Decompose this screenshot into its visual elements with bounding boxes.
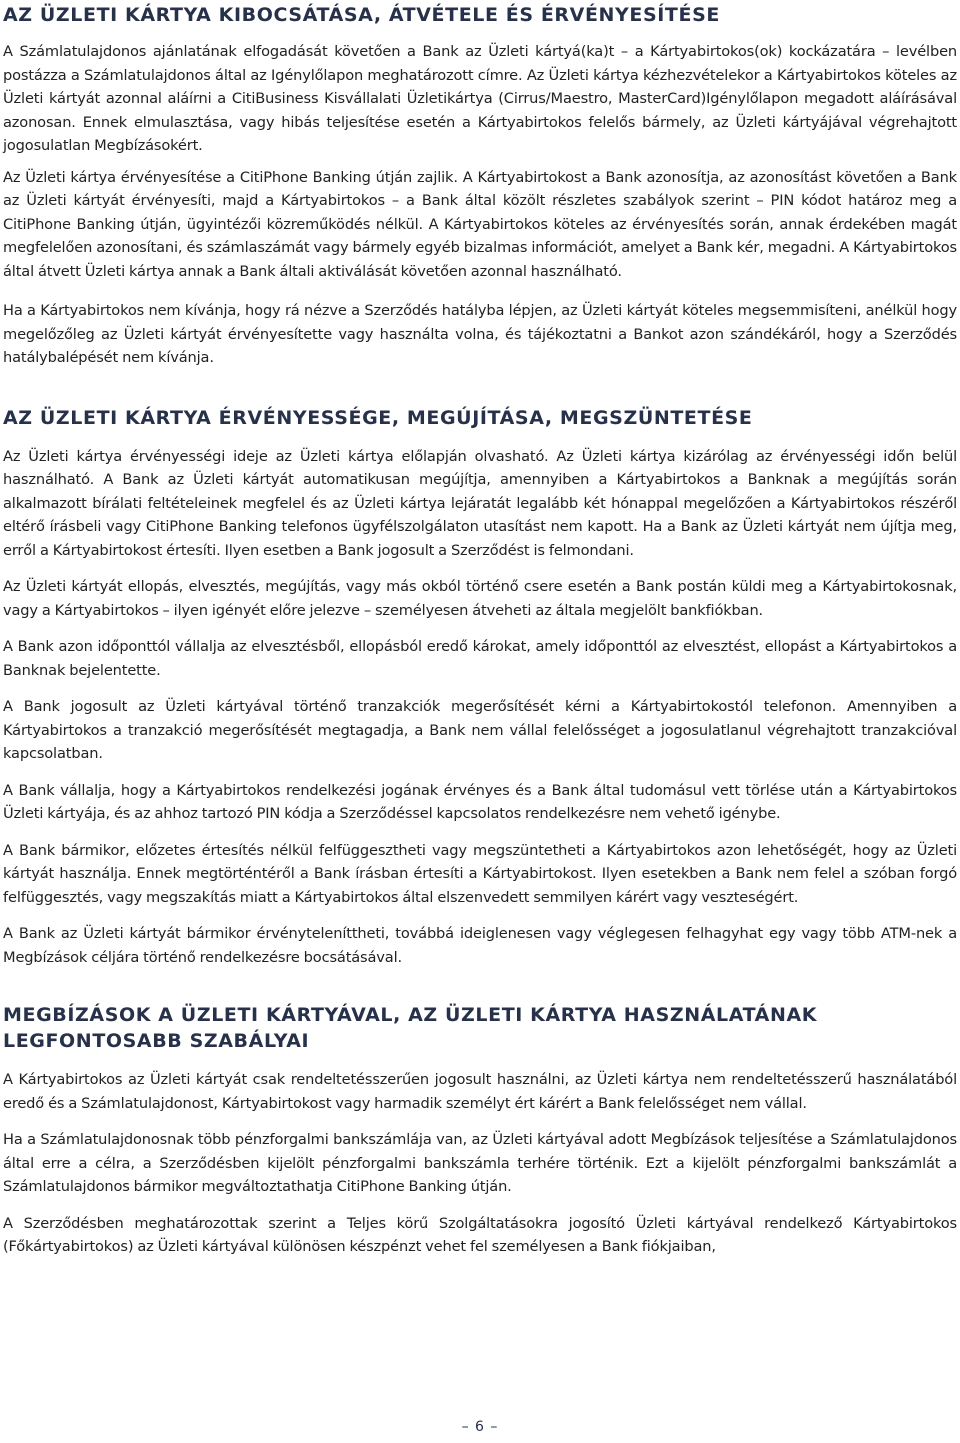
document-page	[3, 0, 957, 1259]
paragraph: Ha a Kártyabirtokos nem kívánja, hogy rá nézve a Szerződés hatályba lépjen, az Üzleti kártyát köteles megsemmisíteni, anélkül hogy megelőzőleg az Üzleti kártyát érvényesítette vagy használta volna, és tájékoztatni a Bankot azon szándékáról, hogy a Szerződés hatálybalépését nem kívánja.	[3, 302, 957, 366]
paragraph: A Bank azon időponttól vállalja az elvesztésből, ellopásból eredő károkat, amely időponttól az elvesztést, ellopást a Kártyabirtokos a Banknak bejelentette.	[3, 638, 957, 679]
paragraph: Az Üzleti kártyát ellopás, elvesztés, megújítás, vagy más okból történő csere esetén a Bank postán küldi meg a Kártyabirtokosnak, vagy a Kártyabirtokos – ilyen igényét előre jelezve – személyesen átveheti az általa megjelölt bankfiókban.	[3, 578, 957, 619]
paragraph: A Kártyabirtokos az Üzleti kártyát csak rendeltetésszerűen jogosult használni, az Üzleti kártya nem rendeltetésszerű használatából eredő és a Számlatulajdonost, Kártyabirtokost vagy harmadik személyt ért kárért a Bank felelősséget nem vállal.	[3, 1071, 957, 1112]
paragraph: A Szerződésben meghatározottak szerint a Teljes körű Szolgáltatásokra jogosító Üzleti kártyával rendelkező Kártyabirtokos (Főkártyabirtokos) az Üzleti kártyával különösen készpénzt vehet fel személyesen a Bank fiókjaiban,	[3, 1214, 957, 1255]
paragraph: A Bank az Üzleti kártyát bármikor érvényteleníttheti, továbbá ideiglenesen vagy véglegesen felhagyhat egy vagy több ATM-nek a Megbízások céljára történő rendelkezésre bocsátásával.	[3, 925, 957, 966]
paragraph: Ha a Számlatulajdonosnak több pénzforgalmi bankszámlája van, az Üzleti kártyával adott Megbízások teljesítése a Számlatulajdonos által erre a célra, a Szerződésben kijelölt pénzforgalmi bankszámla terhére történik. Ezt a kijelölt pénzforgalmi bankszámlát a Számlatulajdonos bármikor megváltoztathatja CitiPhone Banking útján.	[3, 1131, 957, 1195]
section-heading-line: LEGFONTOSABB SZABÁLYAI	[3, 1030, 310, 1052]
paragraph: Az Üzleti kártya érvényességi ideje az Üzleti kártya előlapján olvasható. Az Üzleti kártya kizárólag az érvényességi időn belül használható. A Bank az Üzleti kártyát automatikusan megújítja, amennyiben a Kártyabirtokos a Banknak a megújítás során alkalmazott bírálati feltételeinek megfelel és az Üzleti kártya lejáratát legalább két hónappal megelőzően a Kártyabirtokos részéről eltérő írásbeli vagy CitiPhone Banking telefonos ügyfélszolgálaton utasítást nem kapott. Ha a Bank az Üzleti kártyát nem újítja meg, erről a Kártyabirtokost értesíti. Ilyen esetben a Bank jogosult a Szerződést is felmondani.	[3, 447, 957, 559]
section-heading-line: MEGBÍZÁSOK A ÜZLETI KÁRTYÁVAL, AZ ÜZLETI KÁRTYA HASZNÁLATÁNAK	[3, 1004, 818, 1026]
section-heading-card-orders	[3, 1002, 957, 1054]
paragraph: A Bank bármikor, előzetes értesítés nélkül felfüggesztheti vagy megszüntetheti a Kártyabirtokos azon lehetőségét, hogy az Üzleti kártyát használja. Ennek megtörténtéről a Bank írásban értesíti a Kártyabirtokost. Ilyen esetekben a Bank nem felel a szóban forgó felfüggesztés, vagy megszakítás miatt a Kártyabirtokos által elszenvedett semmilyen kárért vagy veszteségért.	[3, 841, 957, 906]
section-heading-card-issue: AZ ÜZLETI KÁRTYA KIBOCSÁTÁSA, ÁTVÉTELE ÉS ÉRVÉNYESÍTÉSE	[3, 4, 720, 26]
paragraph: A Számlatulajdonos ajánlatának elfogadását követően a Bank az Üzleti kártyá(ka)t – a Kártyabirtokos(ok) kockázatára – levélben postázza a Számlatulajdonos által az Igénylőlapon meghatározott címre. Az Üzleti kártya kézhezvételekor a Kártyabirtokos köteles az Üzleti kártyát azonnal aláírni a CitiBusiness Kisvállalati Üzletikártya (Cirrus/Maestro, MasterCard)Igénylőlapon megadott aláírásával azonosan. Ennek elmulasztása, vagy hibás teljesítése esetén a Kártyabirtokos felelős bármely, az Üzleti kártyájával végrehajtott jogosulatlan Megbízásokért.	[3, 43, 957, 154]
paragraph: A Bank jogosult az Üzleti kártyával történő tranzakciók megerősítését kérni a Kártyabirtokostól telefonon. Amennyiben a Kártyabirtokos a tranzakció megerősítését megtagadja, a Bank nem vállal felelősséget a jogosulatlanul végrehajtott tranzakcióval kapcsolatban.	[3, 698, 957, 762]
paragraph: A Bank vállalja, hogy a Kártyabirtokos rendelkezési jogának érvényes és a Bank által tudomásul vett törlése után a Kártyabirtokos Üzleti kártyája, és az ahhoz tartozó PIN kódja a Szerződéssel kapcsolatos rendelkezésre nem vehető igénybe.	[3, 781, 957, 822]
paragraph: Az Üzleti kártya érvényesítése a CitiPhone Banking útján zajlik. A Kártyabirtokost a Bank azonosítja, az azonosítást követően a Bank az Üzleti kártyát érvényesíti, majd a Kártyabirtokos – a Bank által közölt részletes szabályok szerint – PIN kódot határoz meg a CitiPhone Banking útján, ügyintézői közreműködés nélkül. A Kártyabirtokos köteles az érvényesítés során, annak érdekében magát megfelelően azonosítani, és számlaszámát vagy bármely egyéb bizalmas információt, amelyet a Bank kér, megadni. A Kártyabirtokos által átvett Üzleti kártya annak a Bank általi aktiválását követően azonnal használható.	[3, 168, 957, 280]
page-number: – 6 –	[461, 1419, 499, 1435]
section-heading-card-validity: AZ ÜZLETI KÁRTYA ÉRVÉNYESSÉGE, MEGÚJÍTÁSA, MEGSZÜNTETÉSE	[3, 406, 753, 429]
